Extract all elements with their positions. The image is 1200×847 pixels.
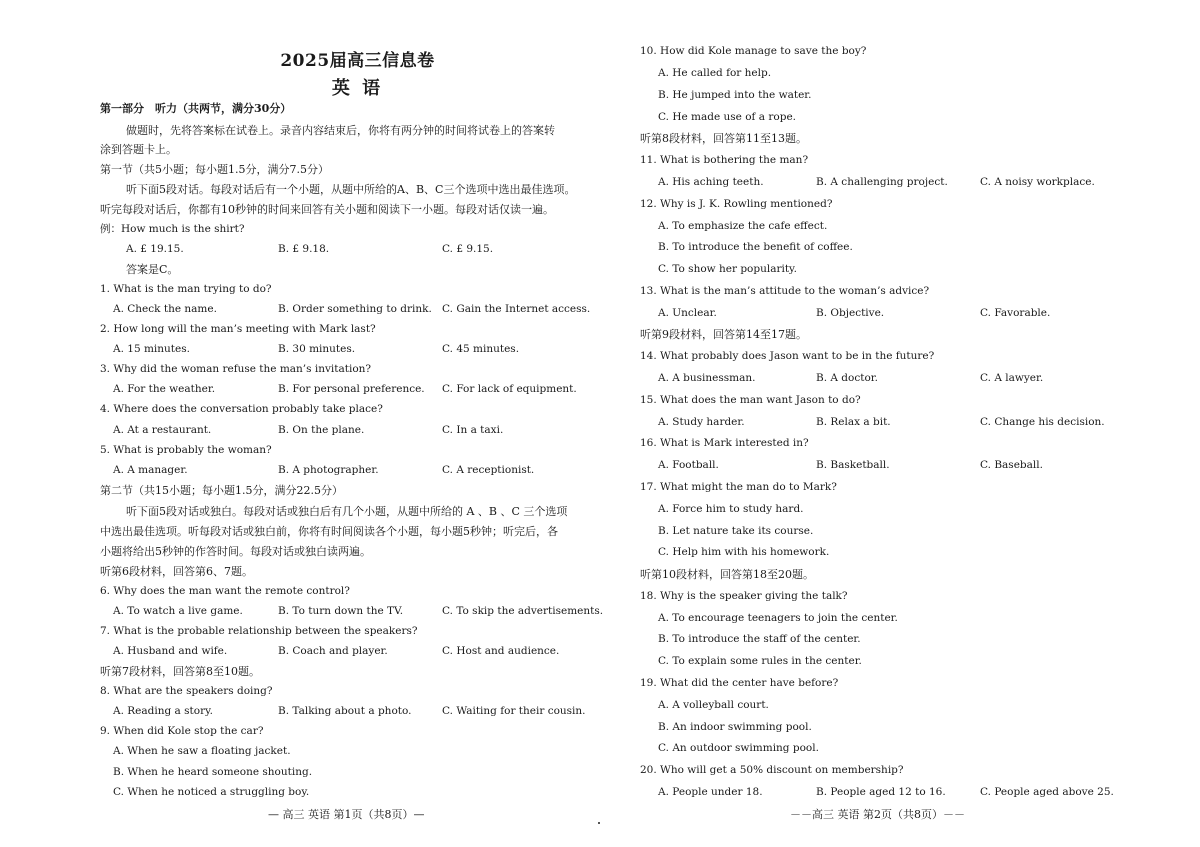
option-a: A. Study harder. xyxy=(658,416,745,428)
question-19-option-a: A. A volleyball court. xyxy=(658,699,769,711)
question-13-options xyxy=(640,307,1110,320)
option-a: A. Reading a story. xyxy=(113,705,213,717)
question-12-option-c: C. To show her popularity. xyxy=(658,263,797,275)
question-16-options xyxy=(640,459,1110,472)
question-5-options xyxy=(100,464,615,477)
question-4-options xyxy=(100,424,615,437)
option-c: C. Waiting for their cousin. xyxy=(442,705,586,717)
question-20: 20. Who will get a 50% discount on membership? xyxy=(640,764,904,776)
question-17: 17. What might the man do to Mark? xyxy=(640,481,837,493)
option-b: B. Order something to drink. xyxy=(278,303,432,315)
option-a: A. A manager. xyxy=(113,464,188,476)
option-b: B. Objective. xyxy=(816,307,885,319)
question-8: 8. What are the speakers doing? xyxy=(100,685,273,697)
page-footer-1: — 高三 英语 第1页（共8页）— xyxy=(268,808,425,821)
question-10-option-c: C. He made use of a rope. xyxy=(658,111,796,123)
question-11-options xyxy=(640,176,1110,189)
question-14: 14. What probably does Jason want to be in the future? xyxy=(640,350,935,362)
option-a: A. Check the name. xyxy=(113,303,217,315)
question-8-options xyxy=(100,705,615,718)
exam-title: 2025届高三信息卷 xyxy=(280,51,435,71)
question-2-options xyxy=(100,343,615,356)
option-c: C. In a taxi. xyxy=(442,424,504,436)
question-9: 9. When did Kole stop the car? xyxy=(100,725,264,737)
option-a: A. Football. xyxy=(658,459,719,471)
option-a: A. Unclear. xyxy=(658,307,717,319)
question-18: 18. Why is the speaker giving the talk? xyxy=(640,590,848,602)
example-option-b: B. £ 9.18. xyxy=(278,243,330,255)
question-19: 19. What did the center have before? xyxy=(640,677,839,689)
option-c: C. A receptionist. xyxy=(442,464,535,476)
subject-title: 英 语 xyxy=(331,78,384,99)
option-a: A. To watch a live game. xyxy=(113,605,243,617)
section2-heading: 第二节（共15小题；每小题1.5分，满分22.5分） xyxy=(100,484,343,497)
question-18-option-b: B. To introduce the staff of the center. xyxy=(658,633,861,645)
question-17-option-c: C. Help him with his homework. xyxy=(658,546,830,558)
section2-intro-1: 听下面5段对话或独白。每段对话或独白后有几个小题，从题中所给的 A 、B 、C 三个选项 xyxy=(126,505,568,518)
example-options xyxy=(100,243,615,256)
option-c: C. Host and audience. xyxy=(442,645,560,657)
option-c: C. People aged above 25. xyxy=(980,786,1114,798)
option-a: A. 15 minutes. xyxy=(113,343,190,355)
example-option-c: C. £ 9.15. xyxy=(442,243,494,255)
question-10: 10. How did Kole manage to save the boy? xyxy=(640,45,867,57)
question-18-option-c: C. To explain some rules in the center. xyxy=(658,655,862,667)
question-16: 16. What is Mark interested in? xyxy=(640,437,809,449)
question-18-option-a: A. To encourage teenagers to join the center. xyxy=(658,612,898,624)
option-b: B. Relax a bit. xyxy=(816,416,891,428)
question-10-option-b: B. He jumped into the water. xyxy=(658,89,812,101)
option-a: A. People under 18. xyxy=(658,786,763,798)
option-b: B. Basketball. xyxy=(816,459,890,471)
question-19-option-b: B. An indoor swimming pool. xyxy=(658,721,812,733)
question-15-options xyxy=(640,416,1110,429)
option-b: B. 30 minutes. xyxy=(278,343,356,355)
option-c: C. For lack of equipment. xyxy=(442,383,577,395)
question-1-options xyxy=(100,303,615,316)
question-10-option-a: A. He called for help. xyxy=(658,67,772,79)
question-4: 4. Where does the conversation probably take place? xyxy=(100,403,383,415)
question-17-option-a: A. Force him to study hard. xyxy=(658,503,804,515)
question-20-options xyxy=(640,786,1114,799)
example-answer: 答案是C。 xyxy=(126,263,179,276)
option-b: B. Talking about a photo. xyxy=(278,705,412,717)
question-13: 13. What is the man’s attitude to the woman’s advice? xyxy=(640,285,930,297)
question-17-option-b: B. Let nature take its course. xyxy=(658,525,814,537)
question-7: 7. What is the probable relationship between the speakers? xyxy=(100,625,418,637)
option-c: C. Favorable. xyxy=(980,307,1051,319)
question-1: 1. What is the man trying to do? xyxy=(100,283,272,295)
page-footer-2: －－高三 英语 第2页（共8页）－－ xyxy=(790,808,965,821)
section2-intro-2: 中选出最佳选项。听每段对话或独白前，你将有时间阅读各个小题，每小题5秒钟；听完后，各 xyxy=(100,525,558,538)
question-3: 3. Why did the woman refuse the man’s invitation? xyxy=(100,363,372,375)
question-2: 2. How long will the man’s meeting with Mark last? xyxy=(100,323,376,335)
part1-heading: 第一部分 听力（共两节，满分30分） xyxy=(100,102,292,115)
question-9-option-c: C. When he noticed a struggling boy. xyxy=(113,786,310,798)
option-a: A. At a restaurant. xyxy=(113,424,212,436)
question-12-option-b: B. To introduce the benefit of coffee. xyxy=(658,241,853,253)
option-a: A. For the weather. xyxy=(113,383,216,395)
question-6: 6. Why does the man want the remote control? xyxy=(100,585,350,597)
example-question: 例：How much is the shirt? xyxy=(100,223,245,235)
option-b: B. A photographer. xyxy=(278,464,379,476)
passage-9-heading: 听第9段材料，回答第14至17题。 xyxy=(640,328,807,341)
question-9-option-a: A. When he saw a floating jacket. xyxy=(113,745,291,757)
question-5: 5. What is probably the woman? xyxy=(100,444,272,456)
option-b: B. On the plane. xyxy=(278,424,365,436)
intro-line-1: 做题时，先将答案标在试卷上。录音内容结束后，你将有两分钟的时间将试卷上的答案转 xyxy=(126,124,555,137)
section2-intro-3: 小题将给出5秒钟的作答时间。每段对话或独白读两遍。 xyxy=(100,545,371,558)
option-c: C. Change his decision. xyxy=(980,416,1105,428)
question-11: 11. What is bothering the man? xyxy=(640,154,809,166)
option-b: B. A challenging project. xyxy=(816,176,948,188)
passage-7-heading: 听第7段材料，回答第8至10题。 xyxy=(100,665,260,678)
option-c: C. Gain the Internet access. xyxy=(442,303,591,315)
option-b: B. A doctor. xyxy=(816,372,878,384)
passage-10-heading: 听第10段材料，回答第18至20题。 xyxy=(640,568,814,581)
option-c: C. A lawyer. xyxy=(980,372,1044,384)
option-a: A. Husband and wife. xyxy=(113,645,228,657)
question-6-options xyxy=(100,605,615,618)
question-12-option-a: A. To emphasize the cafe effect. xyxy=(658,220,828,232)
question-7-options xyxy=(100,645,615,658)
question-15: 15. What does the man want Jason to do? xyxy=(640,394,861,406)
intro-line-2: 涂到答题卡上。 xyxy=(100,143,177,156)
passage-6-heading: 听第6段材料，回答第6、7题。 xyxy=(100,565,253,578)
option-c: C. Baseball. xyxy=(980,459,1043,471)
scan-speck xyxy=(598,822,600,824)
option-b: B. To turn down the TV. xyxy=(278,605,404,617)
question-14-options xyxy=(640,372,1110,385)
option-c: C. A noisy workplace. xyxy=(980,176,1095,188)
question-9-option-b: B. When he heard someone shouting. xyxy=(113,766,313,778)
option-c: C. To skip the advertisements. xyxy=(442,605,604,617)
option-b: B. People aged 12 to 16. xyxy=(816,786,946,798)
option-c: C. 45 minutes. xyxy=(442,343,520,355)
question-3-options xyxy=(100,383,615,396)
section1-intro-2: 听完每段对话后，你都有10秒钟的时间来回答有关小题和阅读下一小题。每段对话仅读一遍。 xyxy=(100,203,554,216)
example-option-a: A. £ 19.15. xyxy=(126,243,184,255)
option-a: A. His aching teeth. xyxy=(658,176,764,188)
section1-heading: 第一节（共5小题；每小题1.5分，满分7.5分） xyxy=(100,163,329,176)
option-b: B. Coach and player. xyxy=(278,645,388,657)
passage-8-heading: 听第8段材料，回答第11至13题。 xyxy=(640,132,807,145)
option-a: A. A businessman. xyxy=(658,372,756,384)
section1-intro-1: 听下面5段对话。每段对话后有一个小题，从题中所给的A、B、C三个选项中选出最佳选项。 xyxy=(126,183,576,196)
option-b: B. For personal preference. xyxy=(278,383,425,395)
question-12: 12. Why is J. K. Rowling mentioned? xyxy=(640,198,833,210)
question-19-option-c: C. An outdoor swimming pool. xyxy=(658,742,819,754)
